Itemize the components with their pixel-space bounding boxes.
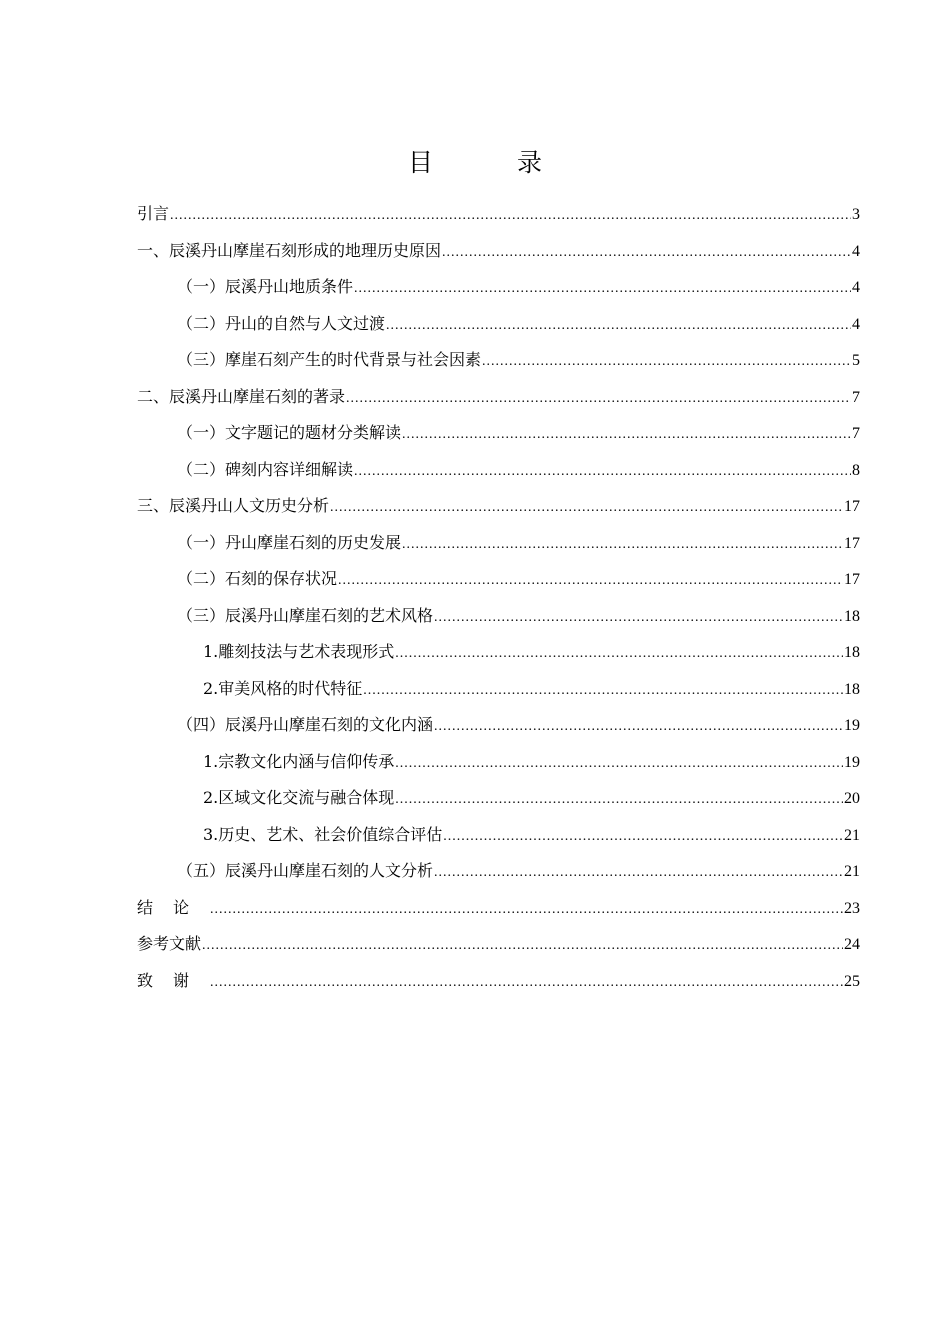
toc-dot-leader (434, 709, 843, 746)
toc-page-number: 18 (844, 607, 860, 625)
toc-dot-leader (202, 928, 843, 965)
toc-page-number: 8 (852, 461, 860, 479)
toc-entry-title: 引言 (137, 204, 170, 223)
toc-entry[interactable] (137, 525, 860, 562)
toc-entry-title: （一）辰溪丹山地质条件 (177, 277, 354, 296)
toc-entry[interactable] (137, 926, 860, 963)
toc-page-number: 20 (844, 790, 860, 807)
toc-entry-title: 二、辰溪丹山摩崖石刻的著录 (137, 386, 346, 406)
toc-entry[interactable] (137, 233, 860, 270)
toc-entry[interactable] (137, 196, 860, 233)
toc-entry[interactable] (137, 488, 860, 525)
toc-dot-leader (395, 746, 843, 783)
table-of-contents (137, 196, 860, 999)
toc-page-number: 19 (844, 753, 860, 771)
toc-page-number: 21 (844, 863, 860, 880)
toc-dot-leader (395, 782, 843, 819)
toc-entry[interactable] (137, 598, 860, 635)
toc-page-number: 7 (852, 425, 860, 442)
toc-entry-title: 三、辰溪丹山人文历史分析 (137, 496, 330, 515)
toc-entry[interactable] (137, 269, 860, 306)
toc-entry[interactable] (137, 306, 860, 343)
toc-dot-leader (482, 344, 851, 381)
toc-page-number: 4 (852, 279, 860, 296)
toc-entry-title: （二）丹山的自然与人文过渡 (177, 313, 386, 333)
toc-dot-leader (386, 308, 851, 345)
toc-entry[interactable] (137, 634, 860, 671)
toc-dot-leader (402, 527, 843, 564)
toc-entry[interactable] (137, 853, 860, 890)
toc-page-number: 25 (844, 972, 860, 990)
toc-entry-title: （四）辰溪丹山摩崖石刻的文化内涵 (177, 715, 434, 734)
toc-page-number: 3 (852, 206, 860, 223)
toc-entry-title: （二）碑刻内容详细解读 (177, 459, 354, 479)
toc-entry-title: （三）辰溪丹山摩崖石刻的艺术风格 (177, 605, 434, 625)
toc-entry[interactable] (137, 379, 860, 416)
toc-page-number: 24 (844, 936, 860, 953)
toc-entry-title: 参考文献 (137, 934, 202, 953)
toc-entry-title: （一）文字题记的题材分类解读 (177, 423, 402, 442)
toc-dot-leader (210, 965, 843, 1002)
toc-entry[interactable] (137, 561, 860, 598)
toc-entry-title: 结论 (137, 897, 210, 917)
toc-page-number: 21 (844, 826, 860, 844)
toc-page-number: 18 (844, 680, 860, 698)
toc-entry-title: 1.宗教文化内涵与信仰传承 (203, 751, 395, 771)
toc-entry-title: （三）摩崖石刻产生的时代背景与社会因素 (177, 350, 482, 369)
toc-page-number: 17 (844, 534, 860, 552)
toc-page-number: 19 (844, 717, 860, 734)
toc-entry-title: 1.雕刻技法与艺术表现形式 (203, 642, 395, 661)
toc-entry[interactable] (137, 452, 860, 489)
toc-dot-leader (346, 381, 851, 418)
toc-entry-title: （一）丹山摩崖石刻的历史发展 (177, 532, 402, 552)
toc-entry[interactable] (137, 415, 860, 452)
toc-entry[interactable] (137, 342, 860, 379)
toc-page-number: 18 (844, 644, 860, 661)
toc-dot-leader (338, 563, 843, 600)
toc-page-number: 5 (852, 352, 860, 369)
toc-page-number: 7 (852, 388, 860, 406)
toc-dot-leader (363, 673, 843, 710)
toc-dot-leader (434, 855, 843, 892)
toc-entry[interactable] (137, 707, 860, 744)
toc-entry[interactable] (137, 817, 860, 854)
toc-entry[interactable] (137, 780, 860, 817)
toc-entry-title: 3.历史、艺术、社会价值综合评估 (203, 824, 443, 844)
toc-title: 目 录 (408, 148, 580, 177)
toc-page-number: 17 (844, 498, 860, 515)
toc-entry[interactable] (137, 671, 860, 708)
toc-page-number: 17 (844, 571, 860, 588)
toc-dot-leader (170, 198, 851, 235)
toc-dot-leader (354, 454, 851, 491)
toc-entry-title: （五）辰溪丹山摩崖石刻的人文分析 (177, 861, 434, 880)
toc-page-number: 4 (852, 242, 860, 260)
toc-entry-title: （二）石刻的保存状况 (177, 569, 338, 588)
toc-entry-title: 致谢 (137, 970, 210, 990)
toc-dot-leader (434, 600, 843, 637)
toc-page-number: 23 (844, 899, 860, 917)
toc-page-number: 4 (852, 315, 860, 333)
toc-entry-title: 一、辰溪丹山摩崖石刻形成的地理历史原因 (137, 240, 442, 260)
toc-dot-leader (395, 636, 843, 673)
toc-dot-leader (354, 271, 851, 308)
toc-entry-title: 2.审美风格的时代特征 (203, 678, 363, 698)
toc-dot-leader (443, 819, 843, 856)
toc-entry-title: 2.区域文化交流与融合体现 (203, 788, 395, 807)
toc-dot-leader (442, 235, 851, 272)
toc-entry[interactable] (137, 890, 860, 927)
toc-dot-leader (210, 892, 843, 929)
toc-dot-leader (402, 417, 851, 454)
toc-entry[interactable] (137, 744, 860, 781)
toc-dot-leader (330, 490, 843, 527)
toc-entry[interactable] (137, 963, 860, 1000)
